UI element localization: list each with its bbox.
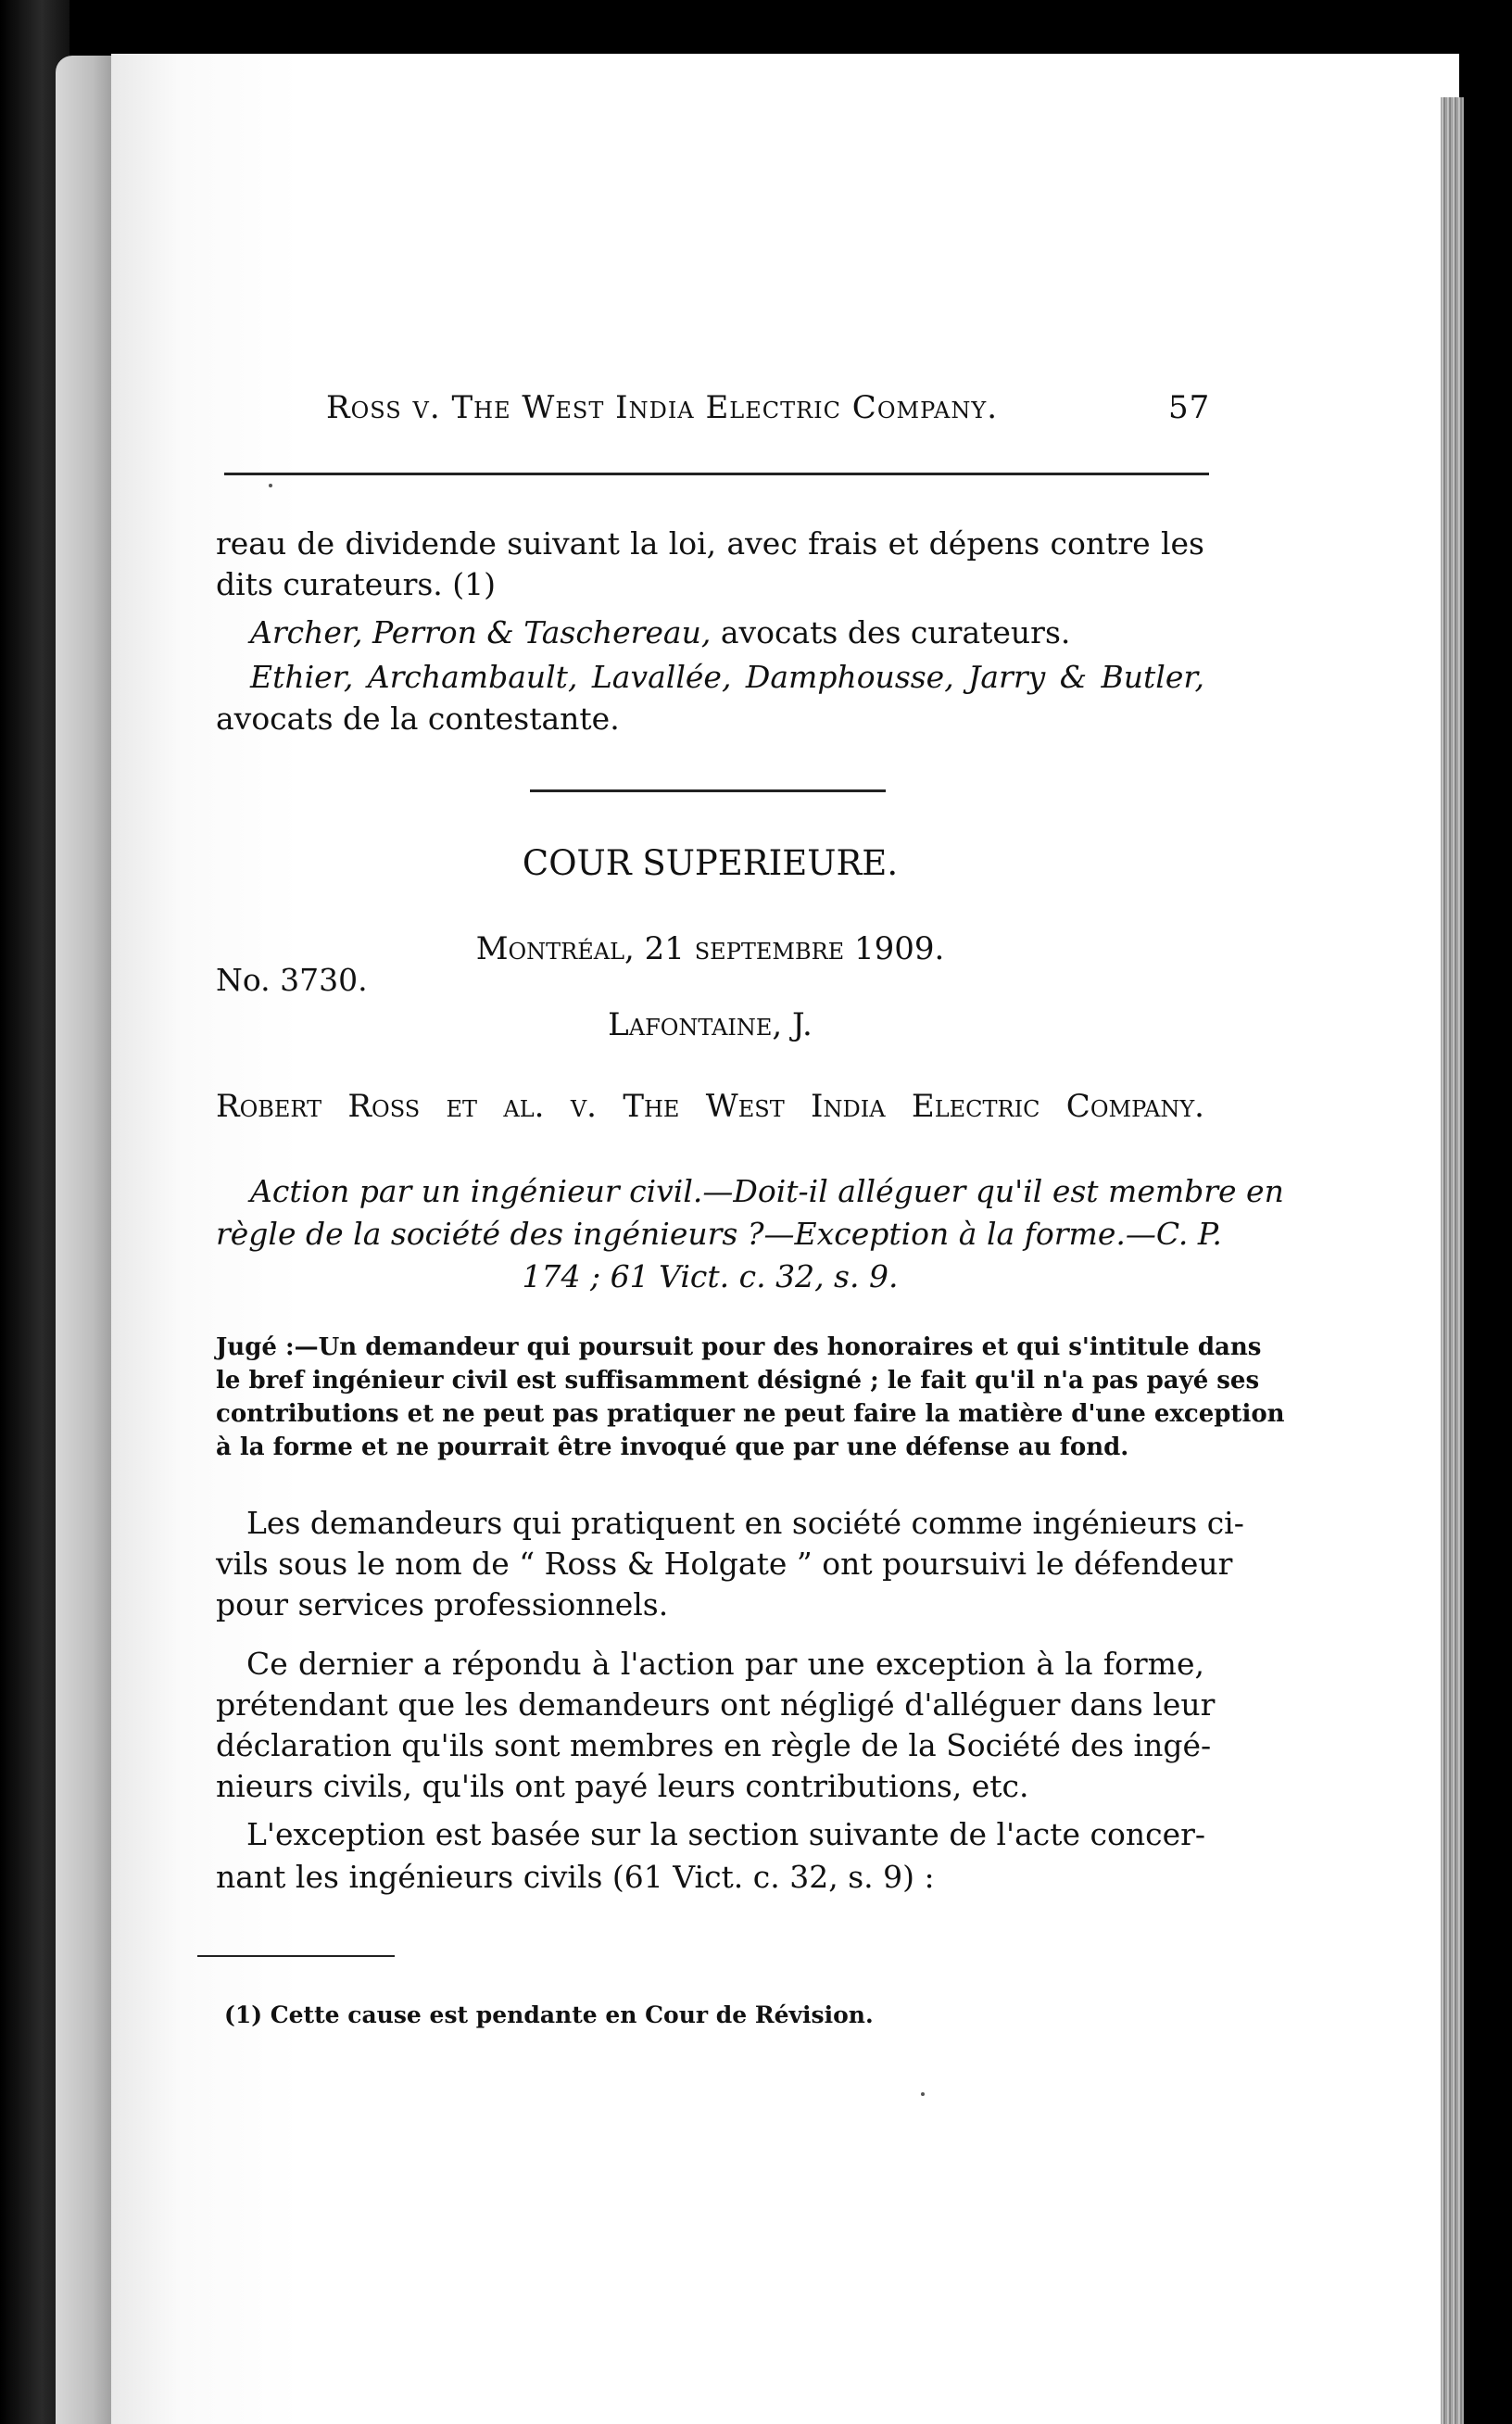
section-rule bbox=[530, 789, 886, 792]
counsel-curateurs-names: Archer, Perron & Taschereau, bbox=[250, 614, 712, 650]
headnote-line-3: 174 ; 61 Vict. c. 32, s. 9. bbox=[522, 1258, 899, 1294]
place-date: Montréal, 21 septembre 1909. bbox=[475, 930, 945, 967]
para3-line-2: nant les ingénieurs civils (61 Vict. c. 32, s. 9) : bbox=[216, 1859, 935, 1895]
speck bbox=[269, 484, 272, 487]
page-number: 57 bbox=[1168, 389, 1211, 426]
summary-line-4: à la forme et ne pourrait être invoqué que par une défense au fond. bbox=[216, 1433, 1129, 1461]
para2-line-1: Ce dernier a répondu à l'action par une exception à la forme, bbox=[246, 1646, 1204, 1682]
preceding-line-1: reau de dividende suivant la loi, avec frais et dépens contre les bbox=[216, 525, 1204, 562]
para3-line-1: L'exception est basée sur la section suivante de l'acte concer- bbox=[246, 1816, 1206, 1852]
para1-line-1: Les demandeurs qui pratiquent en société comme ingénieurs ci- bbox=[246, 1505, 1244, 1541]
para1-line-3: pour services professionnels. bbox=[216, 1586, 669, 1622]
counsel-contestante-names: Ethier, Archambault, Lavallée, Damphousse, Jarry & Butler, bbox=[250, 659, 1204, 695]
para2-line-3: déclaration qu'ils sont membres en règle de la Société des ingé- bbox=[216, 1727, 1212, 1763]
counsel-curateurs bbox=[250, 612, 1070, 653]
running-title: Ross v. The West India Electric Company. bbox=[326, 389, 999, 426]
para2-line-2: prétendant que les demandeurs ont négligé d'alléguer dans leur bbox=[216, 1686, 1216, 1723]
running-head bbox=[326, 389, 1211, 441]
court-heading: COUR SUPERIEURE. bbox=[522, 843, 899, 883]
para1-line-2: vils sous le nom de “ Ross & Holgate ” ont poursuivi le défendeur bbox=[216, 1546, 1233, 1582]
judge: Lafontaine, J. bbox=[608, 1006, 813, 1043]
page-stack-edge bbox=[1441, 97, 1464, 2424]
case-parties: Robert Ross et al. v. The West India Electric Company. bbox=[216, 1088, 1204, 1125]
counsel-contestante-role: avocats de la contestante. bbox=[216, 701, 620, 737]
footnote: (1) Cette cause est pendante en Cour de Révision. bbox=[224, 2001, 874, 2028]
headnote-line-2: règle de la société des ingénieurs ?—Exception à la forme.—C. P. bbox=[216, 1216, 1222, 1252]
summary-line-1: Jugé :—Un demandeur qui poursuit pour des honoraires et qui s'intitule dans bbox=[216, 1333, 1262, 1361]
speck bbox=[921, 2092, 925, 2096]
para2-line-4: nieurs civils, qu'ils ont payé leurs contributions, etc. bbox=[216, 1768, 1029, 1804]
counsel-curateurs-role: avocats des curateurs. bbox=[720, 614, 1071, 650]
header-rule bbox=[224, 473, 1209, 475]
preceding-line-2: dits curateurs. (1) bbox=[216, 566, 497, 602]
headnote-line-1: Action par un ingénieur civil.—Doit-il alléguer qu'il est membre en bbox=[250, 1173, 1284, 1209]
docket-number: No. 3730. bbox=[216, 962, 368, 998]
summary-line-2: le bref ingénieur civil est suffisamment désigné ; le fait qu'il n'a pas payé ses bbox=[216, 1367, 1260, 1395]
footnote-rule bbox=[197, 1955, 395, 1957]
summary-line-3: contributions et ne peut pas pratiquer ne peut faire la matière d'une exception bbox=[216, 1400, 1285, 1428]
